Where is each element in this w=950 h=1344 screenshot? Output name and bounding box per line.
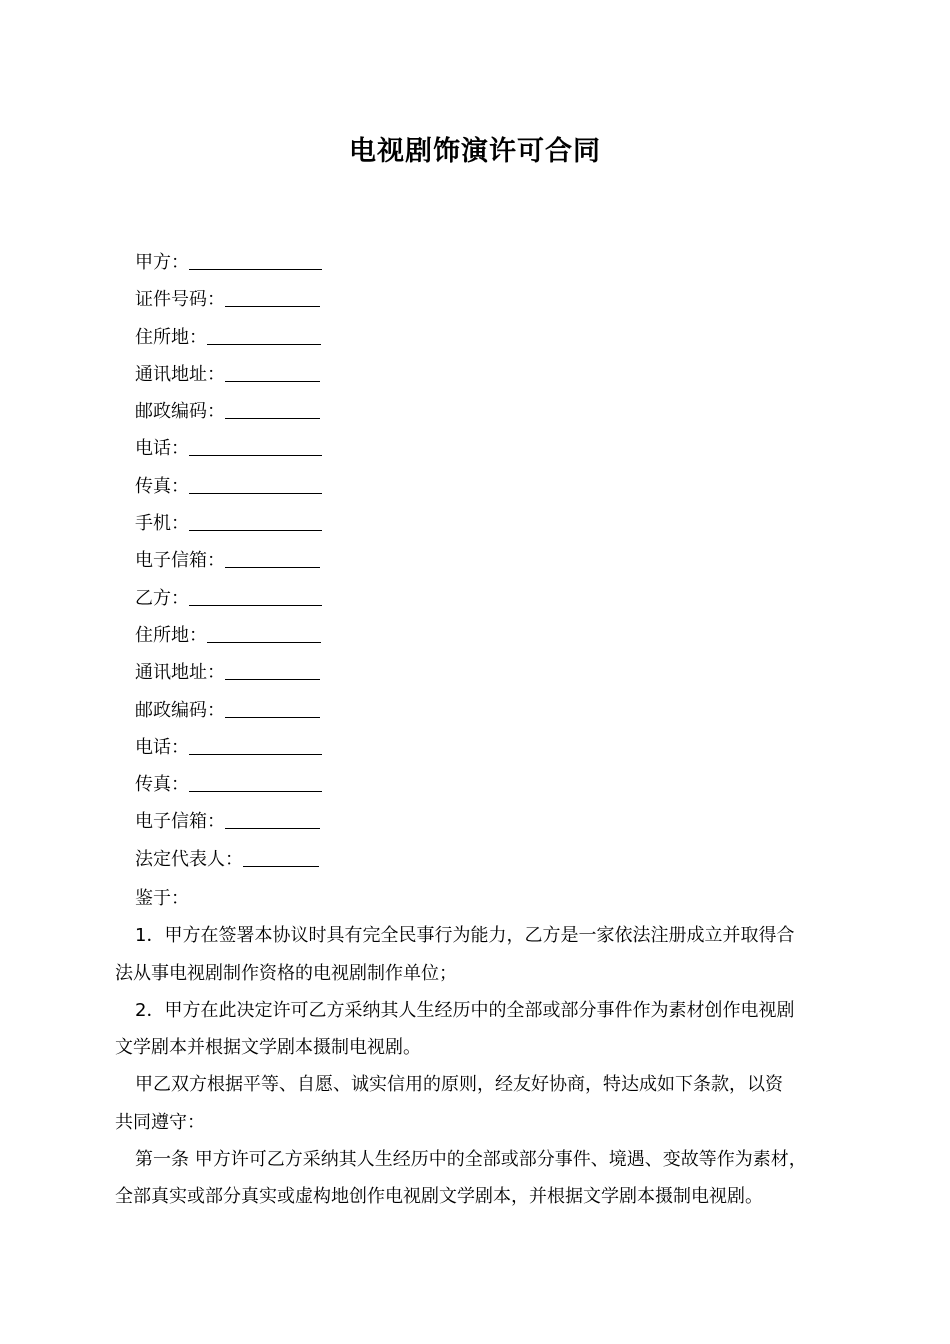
field-mobile [135,505,535,542]
field-label: 传真： [135,774,189,796]
field-party-b [135,580,535,617]
field-label: 电子信箱： [135,550,225,572]
fill-in-blank[interactable] [189,587,322,606]
field-label: 住所地： [135,326,207,348]
fill-in-blank[interactable] [189,475,322,494]
fill-in-blank[interactable] [225,699,320,718]
field-label: 法定代表人： [135,848,243,870]
contract-body [115,880,835,1216]
field-label: 乙方： [135,587,189,609]
field-mailing-address [135,356,535,393]
field-label: 邮政编码： [135,699,225,721]
field-email-b [135,803,535,840]
field-label: 邮政编码： [135,401,225,423]
party-info-fields [135,244,535,878]
fill-in-blank[interactable] [189,437,322,456]
fill-in-blank[interactable] [189,512,322,531]
article-1-line-2: 全部真实或部分真实或虚构地创作电视剧文学剧本，并根据文学剧本摄制电视剧。 [115,1186,763,1208]
agreement-intro-line-2: 共同遵守： [115,1111,205,1133]
fill-in-blank[interactable] [225,400,320,419]
fill-in-blank[interactable] [243,848,319,867]
field-residence [135,319,535,356]
field-label: 电话： [135,438,189,460]
field-id-number [135,281,535,318]
field-label: 证件号码： [135,289,225,311]
field-label: 电话： [135,736,189,758]
recital-1-line-1: 1．甲方在签署本协议时具有完全民事行为能力，乙方是一家依法注册成立并取得合 [135,925,795,947]
field-label: 通讯地址： [135,363,225,385]
fill-in-blank[interactable] [189,251,322,270]
field-label: 住所地： [135,624,207,646]
field-phone [135,430,535,467]
field-fax-b [135,766,535,803]
field-label: 甲方： [135,252,189,273]
field-postal-code-b [135,692,535,729]
field-residence-b [135,617,535,654]
field-label: 手机： [135,513,189,535]
recital-2-line-2: 文学剧本并根据文学剧本摄制电视剧。 [115,1037,421,1059]
agreement-intro-line-1: 甲乙双方根据平等、自愿、诚实信用的原则，经友好协商，特达成如下条款，以资 [135,1074,783,1096]
fill-in-blank[interactable] [225,288,320,307]
recital-2-line-1: 2．甲方在此决定许可乙方采纳其人生经历中的全部或部分事件作为素材创作电视剧 [135,999,795,1021]
document-title: 电视剧饰演许可合同 [349,136,601,167]
whereas-heading: 鉴于： [135,888,189,909]
field-label: 传真： [135,475,189,497]
field-mailing-address-b [135,654,535,691]
fill-in-blank[interactable] [207,624,321,643]
article-1-line-1: 第一条 甲方许可乙方采纳其人生经历中的全部或部分事件、境遇、变故等作为素材， [135,1149,807,1171]
field-phone-b [135,729,535,766]
field-postal-code [135,393,535,430]
field-party-a [135,244,535,281]
fill-in-blank[interactable] [225,661,320,680]
fill-in-blank[interactable] [225,810,320,829]
field-fax [135,468,535,505]
fill-in-blank[interactable] [225,363,320,382]
field-email [135,542,535,579]
fill-in-blank[interactable] [207,326,321,345]
field-legal-representative [135,841,535,878]
fill-in-blank[interactable] [189,773,322,792]
fill-in-blank[interactable] [189,736,322,755]
fill-in-blank[interactable] [225,549,320,568]
recital-1-line-2: 法从事电视剧制作资格的电视剧制作单位； [115,962,457,984]
field-label: 电子信箱： [135,811,225,833]
field-label: 通讯地址： [135,662,225,684]
